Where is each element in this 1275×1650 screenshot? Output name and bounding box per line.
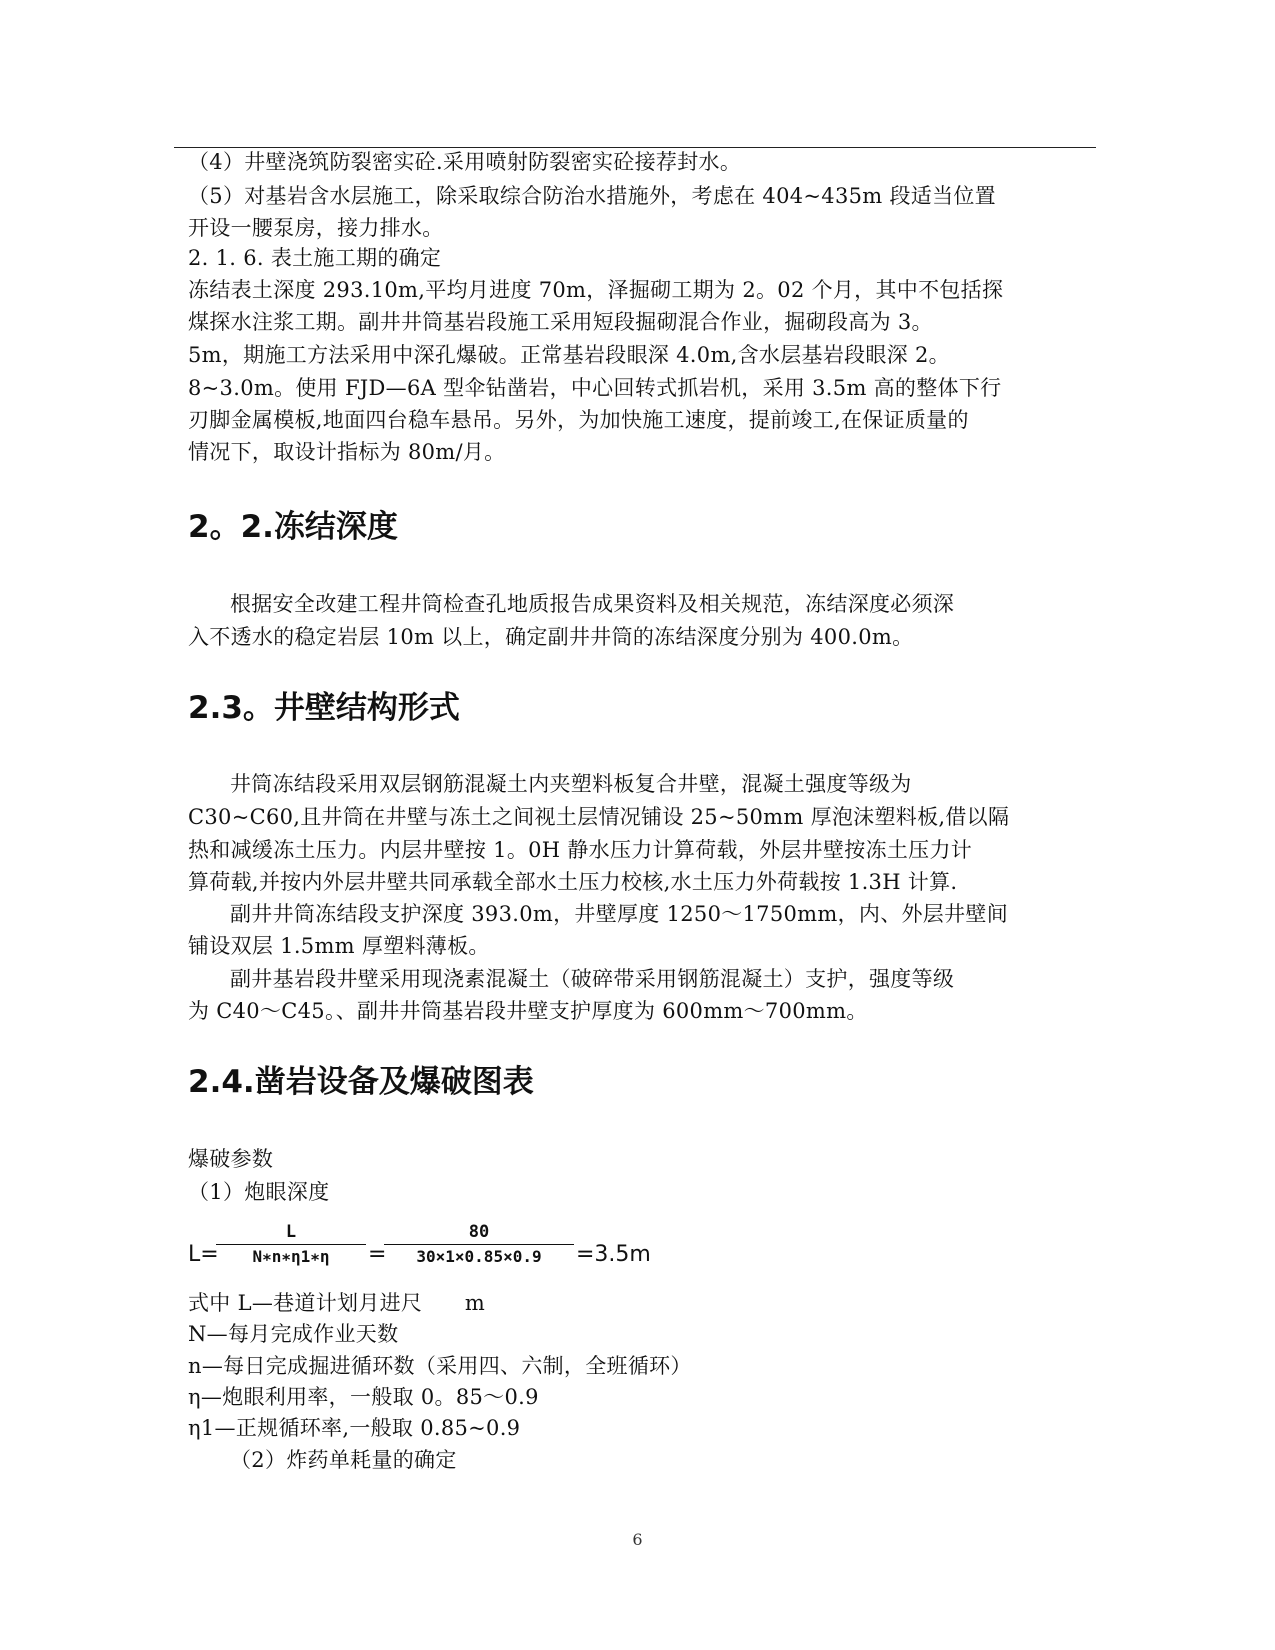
text-line: 冻结表土深度 293.10m,平均月进度 70m，泽掘砌工期为 2。02 个月，其中不包括探 [188, 278, 1004, 302]
text-line: 为 C40～C45。、副井井筒基岩段井壁支护厚度为 600mm～700mm。 [188, 999, 868, 1023]
formula-lhs: L= [188, 1242, 219, 1267]
text-line: （4）井壁浇筑防裂密实砼.采用喷射防裂密实砼接荐封水。 [188, 150, 742, 174]
page-number: 6 [632, 1530, 643, 1549]
definition-line: 式中 L—巷道计划月进尺 m [188, 1291, 486, 1315]
text-line: 算荷载,并按内外层井壁共同承载全部水土压力校核,水土压力外荷载按 1.3H 计算. [188, 870, 958, 894]
formula-result: =3.5m [576, 1242, 651, 1267]
fraction-bar [216, 1244, 366, 1245]
section-2-4-heading: 2.4.凿岩设备及爆破图表 [188, 1064, 534, 1100]
definition-line: η—炮眼利用率，一般取 0。85～0.9 [188, 1385, 539, 1409]
text-line: 副井井筒冻结段支护深度 393.0m，井壁厚度 1250～1750mm，内、外层井壁间 [230, 902, 1008, 926]
text-line: 5m，期施工方法采用中深孔爆破。正常基岩段眼深 4.0m,含水层基岩段眼深 2。 [188, 343, 950, 367]
section-2-3-heading: 2.3。井壁结构形式 [188, 690, 460, 726]
fraction-1-denominator: N∗n∗η1∗η [252, 1247, 330, 1266]
formula-equals: = [368, 1242, 387, 1267]
fraction-bar [384, 1244, 574, 1245]
formula-hole-depth [188, 1222, 748, 1286]
definition-line: η1—正规循环率,一般取 0.85~0.9 [188, 1416, 521, 1440]
fraction-1-numerator: L [285, 1222, 297, 1242]
formula-fraction-1 [216, 1222, 366, 1267]
text-line: 热和减缓冻土压力。内层井壁按 1。0H 静水压力计算荷载，外层井壁按冻土压力计 [188, 838, 973, 862]
text-line: 8~3.0m。使用 FJD—6A 型伞钻凿岩，中心回转式抓岩机，采用 3.5m 高的整体下行 [188, 376, 1002, 400]
definition-line: n—每日完成掘进循环数（采用四、六制，全班循环） [188, 1354, 692, 1378]
text-line: 井筒冻结段采用双层钢筋混凝土内夹塑料板复合井壁，混凝土强度等级为 [230, 772, 912, 796]
text-line: C30~C60,且井筒在井壁与冻土之间视土层情况铺设 25~50mm 厚泡沫塑料板,借以隔 [188, 805, 1010, 829]
fraction-2-numerator: 80 [468, 1222, 490, 1242]
item-2-label: （2）炸药单耗量的确定 [230, 1448, 457, 1472]
fraction-2-denominator: 30×1×0.85×0.9 [416, 1247, 542, 1266]
text-line: 情况下，取设计指标为 80m/月。 [188, 440, 506, 464]
text-line: 刃脚金属模板,地面四台稳车悬吊。另外，为加快施工速度，提前竣工,在保证质量的 [188, 408, 969, 432]
text-line: 铺设双层 1.5mm 厚塑料薄板。 [188, 934, 490, 958]
section-2-1-6-title: 2. 1. 6. 表土施工期的确定 [188, 246, 442, 270]
section-2-2-heading: 2。2.冻结深度 [188, 509, 398, 545]
formula-fraction-2 [384, 1222, 574, 1267]
text-line: 开设一腰泵房，接力排水。 [188, 216, 444, 240]
text-line: 煤探水注浆工期。副井井筒基岩段施工采用短段掘砌混合作业，掘砌段高为 3。 [188, 310, 933, 334]
text-line: 根据安全改建工程井筒检查孔地质报告成果资料及相关规范，冻结深度必须深 [230, 592, 955, 616]
text-line: 副井基岩段井壁采用现浇素混凝土（破碎带采用钢筋混凝土）支护，强度等级 [230, 967, 955, 991]
params-label: 爆破参数 [188, 1147, 274, 1171]
definition-line: N—每月完成作业天数 [188, 1322, 399, 1346]
text-line: 入不透水的稳定岩层 10m 以上，确定副井井筒的冻结深度分别为 400.0m。 [188, 625, 914, 649]
item-1-label: （1）炮眼深度 [188, 1180, 330, 1204]
text-line: （5）对基岩含水层施工，除采取综合防治水措施外，考虑在 404~435m 段适当位置 [188, 184, 996, 208]
